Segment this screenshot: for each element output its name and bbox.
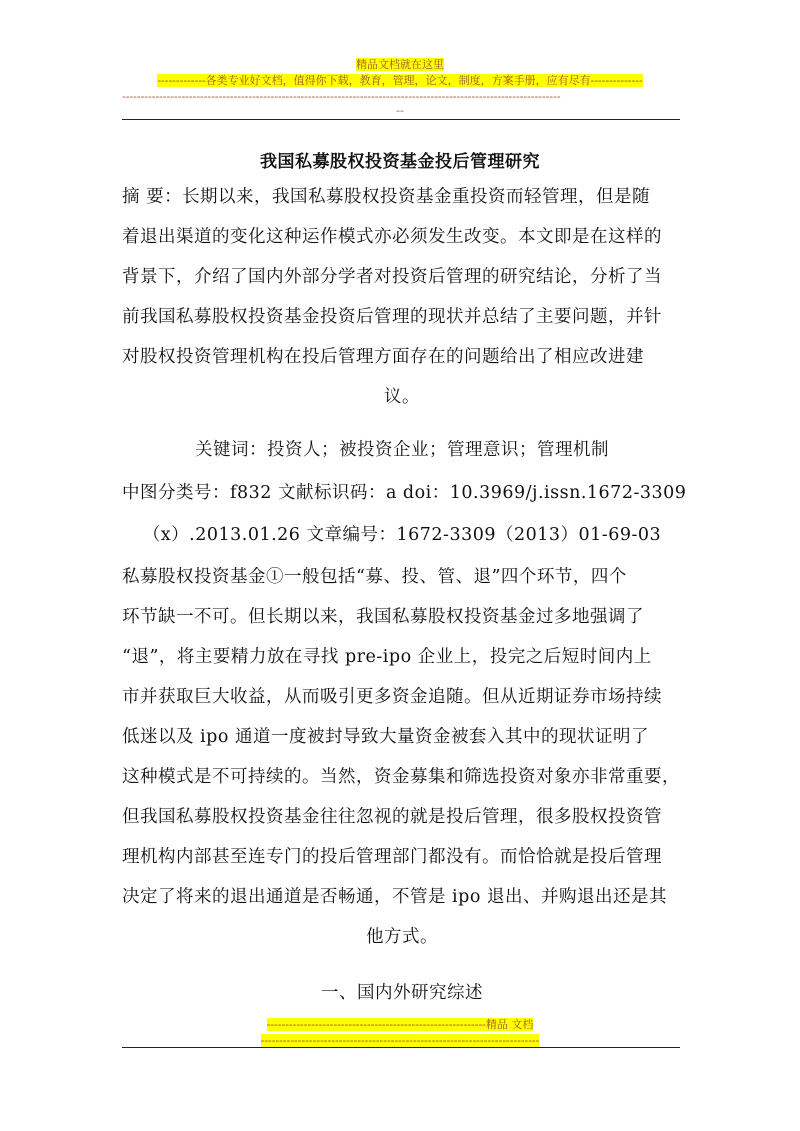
body-line: 私募股权投资基金①一般包括“募、投、管、退”四个环节，四个 [122, 567, 627, 587]
body-paragraph [122, 557, 682, 957]
header-dash-tail [0, 104, 800, 118]
body-line: 环节缺一不可。但长期以来，我国私募股权投资基金过多地强调了 [122, 607, 644, 627]
body-line: 这种模式是不可持续的。当然，资金募集和筛选投资对象亦非常重要， [122, 767, 680, 787]
header-banner-tagline [0, 74, 800, 88]
footer-line-1 [0, 1018, 800, 1032]
footer-text-2: --------------------------------------------------------------------------- [260, 1034, 540, 1047]
body-line: 他方式。 [366, 927, 438, 947]
header-line-3: ---------------------------------------------------------------------------------------------------------------------- [122, 90, 561, 103]
abstract-line: 对股权投资管理机构在投后管理方面存在的问题给出了相应改进建 [122, 347, 644, 367]
footer-line-2 [0, 1034, 800, 1048]
header-line-4: -- [396, 104, 404, 117]
body-line: “退”，将主要精力放在寻找 pre-ipo 企业上，投完之后短时间内上 [122, 647, 652, 667]
header-banner-title [0, 58, 800, 72]
classification-line: 中图分类号：f832 文献标识码：a doi：10.3969/j.issn.1672-3309 [122, 483, 687, 503]
section-heading: 一、国内外研究综述 [321, 983, 483, 1003]
classification-line: （x）.2013.01.26 文章编号：1672-3309（2013）01-69-03 [142, 525, 662, 545]
abstract-line: 前我国私募股权投资基金投资后管理的现状并总结了主要问题，并针 [122, 307, 662, 327]
body-line: 理机构内部甚至连专门的投后管理部门都没有。而恰恰就是投后管理 [122, 847, 662, 867]
body-line: 决定了将来的退出通道是否畅通，不管是 ipo 退出、并购退出还是其 [122, 887, 667, 907]
abstract-line: 议。 [384, 387, 420, 407]
keywords: 关键词：投资人；被投资企业；管理意识；管理机制 [195, 440, 609, 460]
abstract-line: 背景下，介绍了国内外部分学者对投资后管理的研究结论，分析了当 [122, 267, 662, 287]
header-line-1: 精品文档就在这里 [356, 58, 444, 71]
header-rule [122, 119, 680, 120]
body-line: 市并获取巨大收益，从而吸引更多资金追随。但从近期证券市场持续 [122, 687, 662, 707]
header-line-2: -------------各类专业好文档，值得你下载，教育，管理，论文，制度，方案手册，应有尽有-------------- [157, 74, 643, 87]
page-title: 我国私募股权投资基金投后管理研究 [260, 152, 540, 172]
footer-rule [122, 1047, 680, 1048]
classification [122, 472, 687, 556]
abstract-line: 着退出渠道的变化这种运作模式亦必须发生改变。本文即是在这样的 [122, 227, 662, 247]
body-line: 低迷以及 ipo 通道一度被封导致大量资金被套入其中的现状证明了 [122, 727, 649, 747]
body-line: 但我国私募股权投资基金往往忽视的就是投后管理，很多股权投资管 [122, 807, 662, 827]
abstract-line: 摘 要：长期以来，我国私募股权投资基金重投资而轻管理，但是随 [122, 187, 651, 207]
header-dash-line [122, 90, 682, 104]
footer-text-1: -----------------------------------------------------------精品 文档 [266, 1018, 534, 1031]
abstract [122, 177, 682, 417]
